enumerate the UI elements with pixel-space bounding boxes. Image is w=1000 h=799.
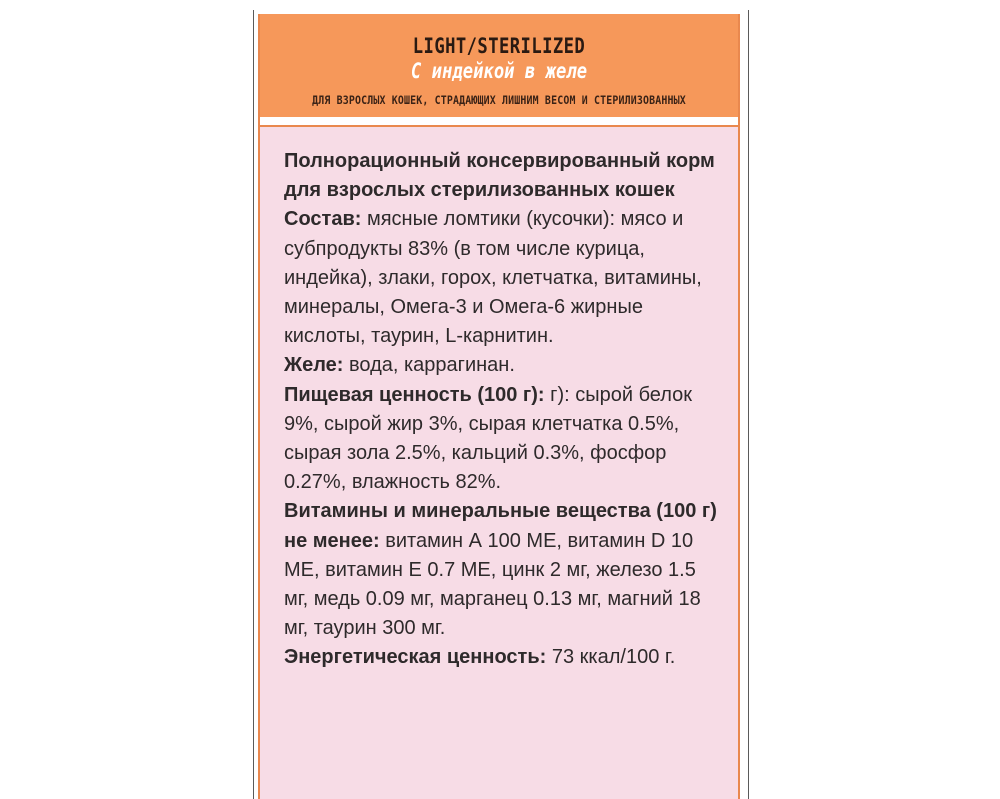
energy-label: Энергетическая ценность:	[284, 646, 547, 669]
vitamins-paragraph	[284, 497, 724, 643]
energy-text: 73 ккал/100 г.	[546, 646, 676, 669]
product-description	[284, 147, 724, 205]
product-label-card	[258, 14, 740, 799]
header-divider	[260, 117, 738, 127]
nutrition-paragraph	[284, 381, 724, 498]
nutrition-text: г): сырой белок 9%, сырой жир 3%, сырая клетчатка 0.5%, сырая зола 2.5%, кальций 0.3%, фосфор 0.27%, влажность 82%.	[284, 383, 693, 494]
product-subtitle: С индейкой в желе	[410, 59, 588, 83]
target-audience: ДЛЯ ВЗРОСЛЫХ КОШЕК, СТРАДАЮЩИХ ЛИШНИМ ВЕСОМ И СТЕРИЛИЗОВАННЫХ	[312, 93, 686, 107]
composition-text: мясные ломтики (кусочки): мясо и субпродукты 83% (в том числе курица, индейка), злаки, горох, клетчатка, витамины, минералы, Омега-3 и Омега-6 жирные кислоты, таурин, L-карнитин.	[284, 208, 702, 348]
jelly-paragraph	[284, 351, 724, 380]
vitamins-text: витамин А 100 МЕ, витамин D 10 МЕ, витамин Е 0.7 МЕ, цинк 2 мг, железо 1.5 мг, медь 0.09 мг, марганец 0.13 мг, магний 18 мг, таурин 300 мг.	[284, 529, 701, 640]
composition-paragraph	[284, 205, 724, 351]
product-title: LIGHT/STERILIZED	[412, 34, 586, 58]
jelly-text: вода, каррагинан.	[343, 354, 515, 377]
jelly-label: Желе:	[284, 354, 344, 377]
nutrition-label: Пищевая ценность (100 г):	[284, 383, 545, 406]
label-text	[284, 147, 724, 673]
vitamins-label: Витамины и минеральные вещества (100 г) не менее:	[284, 500, 717, 552]
energy-paragraph	[284, 643, 724, 672]
header-band	[260, 14, 738, 117]
frame-line-left	[253, 10, 254, 799]
composition-label: Состав:	[284, 208, 362, 231]
frame-line-right	[748, 10, 749, 799]
description-text: Полнорационный консервированный корм для взрослых стерилизованных кошек	[284, 150, 715, 202]
